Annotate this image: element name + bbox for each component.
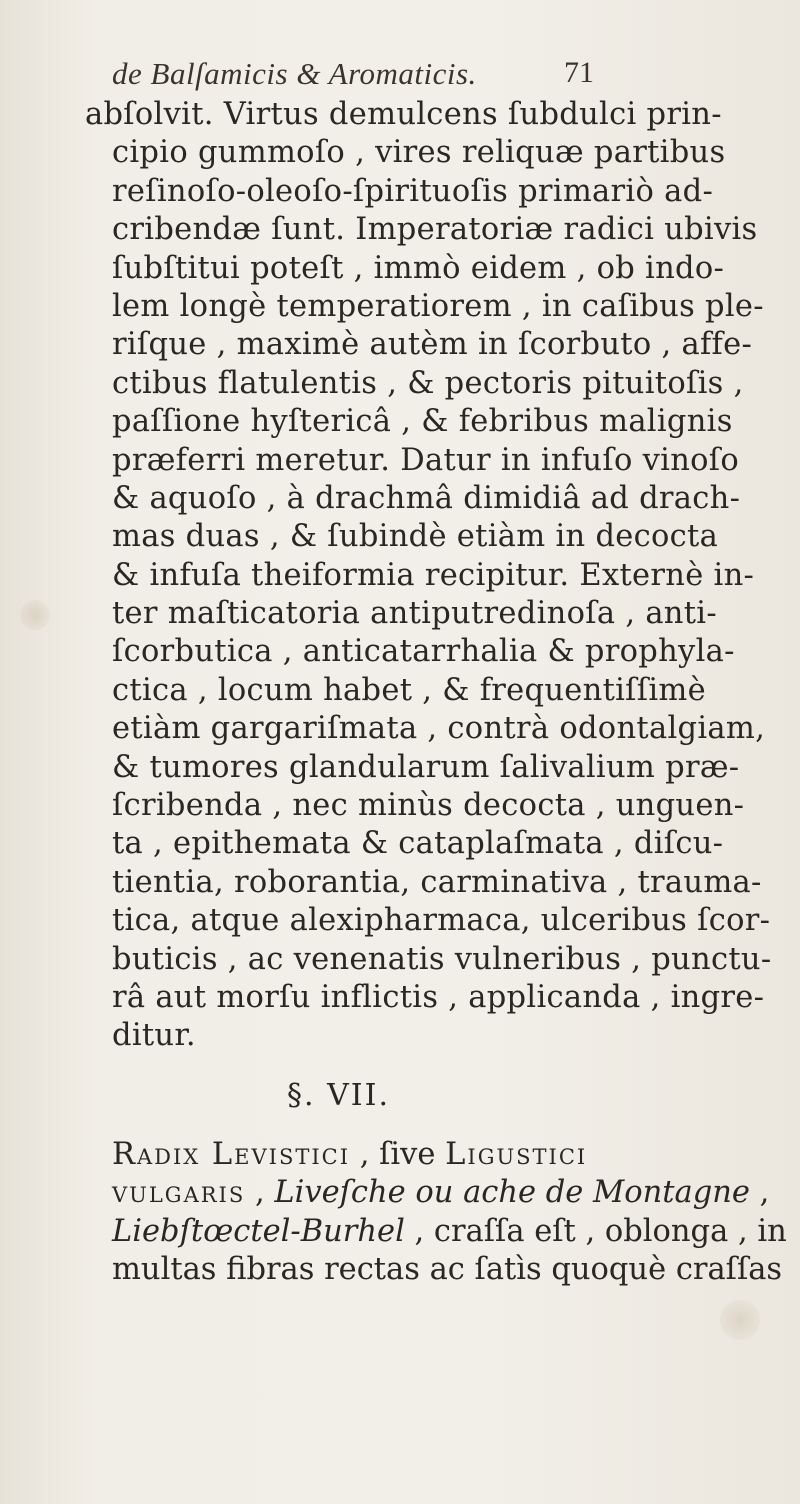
text-line: ditur.: [112, 1018, 196, 1054]
text-line: mas duas , & ſubindè etiàm in decocta: [112, 519, 719, 555]
text-line: ctica , locum habet , & frequentiſſimè: [112, 672, 706, 708]
text-line: ſcorbutica , anticatarrhalia & prophyla-: [112, 634, 735, 670]
section-heading-line-1: [112, 1136, 777, 1174]
paper-stain: [720, 1300, 760, 1340]
german-name: Liebſtœctel-Burhel: [112, 1213, 405, 1249]
plant-synonym: Ligustici: [445, 1136, 588, 1172]
text-block: [85, 56, 787, 1289]
separator: ,: [350, 1136, 380, 1172]
text-line: etiàm gargariſmata , contrà odontalgiam,: [112, 711, 766, 747]
heading-text: ſive: [379, 1136, 446, 1172]
text-line: & tumores glandularum ſalivalium præ-: [112, 749, 740, 785]
section-number: §. VII.: [287, 1077, 390, 1113]
separator: ,: [245, 1175, 275, 1211]
text-line: lem longè temperatiorem , in caſibus ple-: [112, 288, 764, 324]
text-line: ſubſtitui poteſt , immò eidem , ob indo-: [112, 250, 725, 286]
text-line: & infuſa theiformia recipitur. Externè in-: [112, 557, 755, 593]
text-line: ta , epithemata & cataplaſmata , diſcu-: [112, 826, 724, 862]
running-title: de Balſamicis & Aromaticis.: [112, 56, 477, 91]
french-name: Liveſche ou ache de Montagne: [274, 1175, 750, 1211]
page-number: 71: [564, 56, 594, 89]
text-line: buticis , ac venenatis vulneribus , punctu-: [112, 941, 772, 977]
text-line: râ aut morſu inflictis , applicanda , ingre-: [112, 979, 765, 1015]
text-line: tientia, roborantia, carminativa , trauma-: [112, 864, 762, 900]
text-line: cribendæ ſunt. Imperatoriæ radici ubivis: [112, 212, 758, 248]
text-line: ctibus flatulentis , & pectoris pituitoſis ,: [112, 365, 744, 401]
heading-text: , craſſa eſt , oblonga , in: [404, 1213, 787, 1249]
paper-stain: [20, 600, 50, 630]
text-line: riſque , maximè autèm in ſcorbuto , affe-: [112, 327, 753, 363]
text-line: ter maſticatoria antiputredinoſa , anti-: [112, 596, 717, 632]
text-line: præferri meretur. Datur in infuſo vinoſo: [112, 442, 740, 478]
plant-epithet: vulgaris: [112, 1175, 246, 1211]
text-line: ſcribenda , nec minùs decocta , unguen-: [112, 788, 745, 824]
section-heading-line-2: [112, 1174, 777, 1212]
text-line: abſolvit. Virtus demulcens ſubdulci prin-: [85, 97, 722, 132]
text-line: cipio gummoſo , vires reliquæ partibus: [112, 135, 726, 171]
paragraph: [85, 96, 777, 1056]
separator: ,: [749, 1175, 770, 1211]
page-header: [112, 56, 777, 96]
text-line: & aquoſo , à drachmâ dimidiâ ad drach-: [112, 480, 741, 516]
plant-name: Radix Levistici: [112, 1136, 351, 1172]
section-text-line: multas fibras rectas ac ſatìs quoquè craſſas: [112, 1251, 783, 1287]
text-line: tica, atque alexipharmaca, ulceribus ſcor-: [112, 903, 771, 939]
text-line: reſinoſo-oleoſo-ſpirituoſis primariò ad-: [112, 173, 714, 209]
text-line: paſſione hyſtericâ , & febribus malignis: [112, 404, 733, 440]
section-heading-line-3: [112, 1213, 787, 1251]
